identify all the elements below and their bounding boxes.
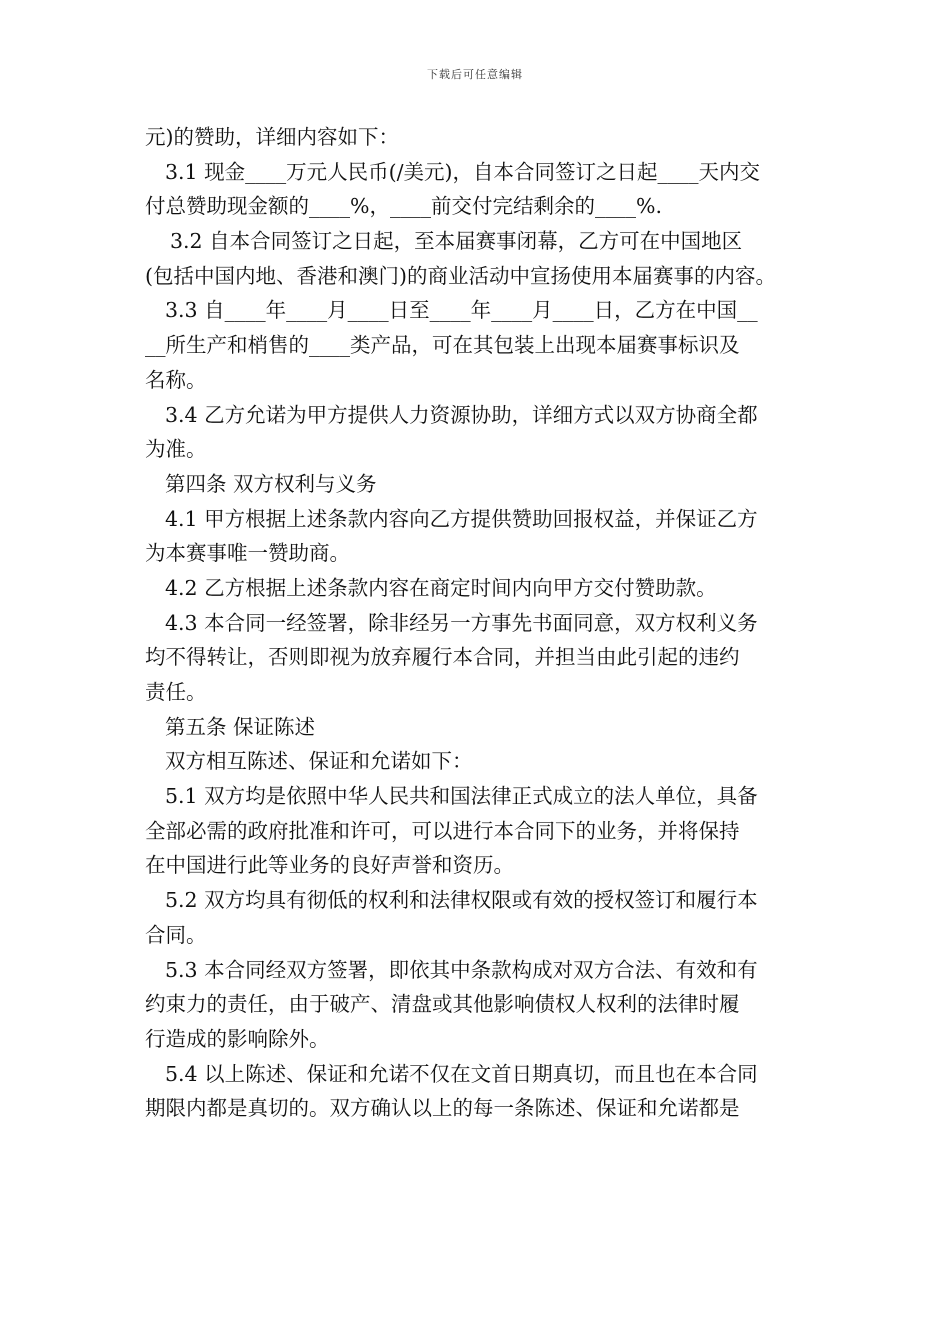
paragraph-line: 全部必需的政府批准和许可，可以进行本合同下的业务，并将保持 <box>145 818 740 843</box>
paragraph-line: 5.1 双方均是依照中华人民共和国法律正式成立的法人单位，具备 <box>165 784 758 809</box>
paragraph-line: 期限内都是真切的。双方确认以上的每一条陈述、保证和允诺都是 <box>145 1096 740 1121</box>
paragraph-line: 5.3 本合同经双方签署，即依其中条款构成对双方合法、有效和有 <box>165 957 758 982</box>
paragraph-line: 为准。 <box>145 437 207 462</box>
paragraph-line: 4.3 本合同一经签署，除非经另一方事先书面同意，双方权利义务 <box>165 610 758 635</box>
paragraph-line: 元)的赞助，详细内容如下： <box>145 125 399 149</box>
paragraph-line: 合同。 <box>145 922 207 947</box>
paragraph-line: 为本赛事唯一赞助商。 <box>145 541 350 566</box>
paragraph-line: 第四条 双方权利与义务 <box>165 471 377 496</box>
paragraph-line: 在中国进行此等业务的良好声誉和资历。 <box>145 853 514 878</box>
document-body <box>145 120 813 1126</box>
paragraph-line: 付总赞助现金额的____%，____前交付完结剩余的____%. <box>145 194 662 219</box>
paragraph-line: (包括中国内地、香港和澳门)的商业活动中宣扬使用本届赛事的内容。 <box>145 263 776 288</box>
paragraph-line: 责任。 <box>145 680 207 704</box>
paragraph-line: __所生产和梢售的____类产品，可在其包装上出现本届赛事标识及 <box>145 333 740 358</box>
paragraph-line: 3.3 自____年____月____日至____年____月____日，乙方在中国__ <box>165 298 758 323</box>
paragraph-line: 3.1 现金____万元人民币(/美元)，自本合同签订之日起____天内交 <box>165 159 761 184</box>
paragraph-line: 4.1 甲方根据上述条款内容向乙方提供赞助回报权益，并保证乙方 <box>165 506 758 531</box>
paragraph-line: 4.2 乙方根据上述条款内容在商定时间内向甲方交付赞助款。 <box>165 575 717 600</box>
page-header: 下载后可任意编辑 <box>427 68 523 81</box>
paragraph-line: 3.2 自本合同签订之日起，至本届赛事闭幕，乙方可在中国地区 <box>170 229 743 254</box>
paragraph-line: 约束力的责任，由于破产、清盘或其他影响债权人权利的法律时履 <box>145 992 740 1017</box>
paragraph-line: 名称。 <box>145 367 207 392</box>
paragraph-line: 5.2 双方均具有彻低的权利和法律权限或有效的授权签订和履行本 <box>165 888 758 913</box>
paragraph-line: 双方相互陈述、保证和允诺如下： <box>165 749 473 774</box>
paragraph-line: 3.4 乙方允诺为甲方提供人力资源协助，详细方式以双方协商全都 <box>165 402 758 427</box>
paragraph-line: 第五条 保证陈述 <box>165 714 316 739</box>
paragraph-line: 均不得转让，否则即视为放弃履行本合同，并担当由此引起的违约 <box>145 645 740 670</box>
paragraph-line: 行造成的影响除外。 <box>145 1026 330 1051</box>
paragraph-line: 5.4 以上陈述、保证和允诺不仅在文首日期真切，而且也在本合同 <box>165 1061 758 1086</box>
